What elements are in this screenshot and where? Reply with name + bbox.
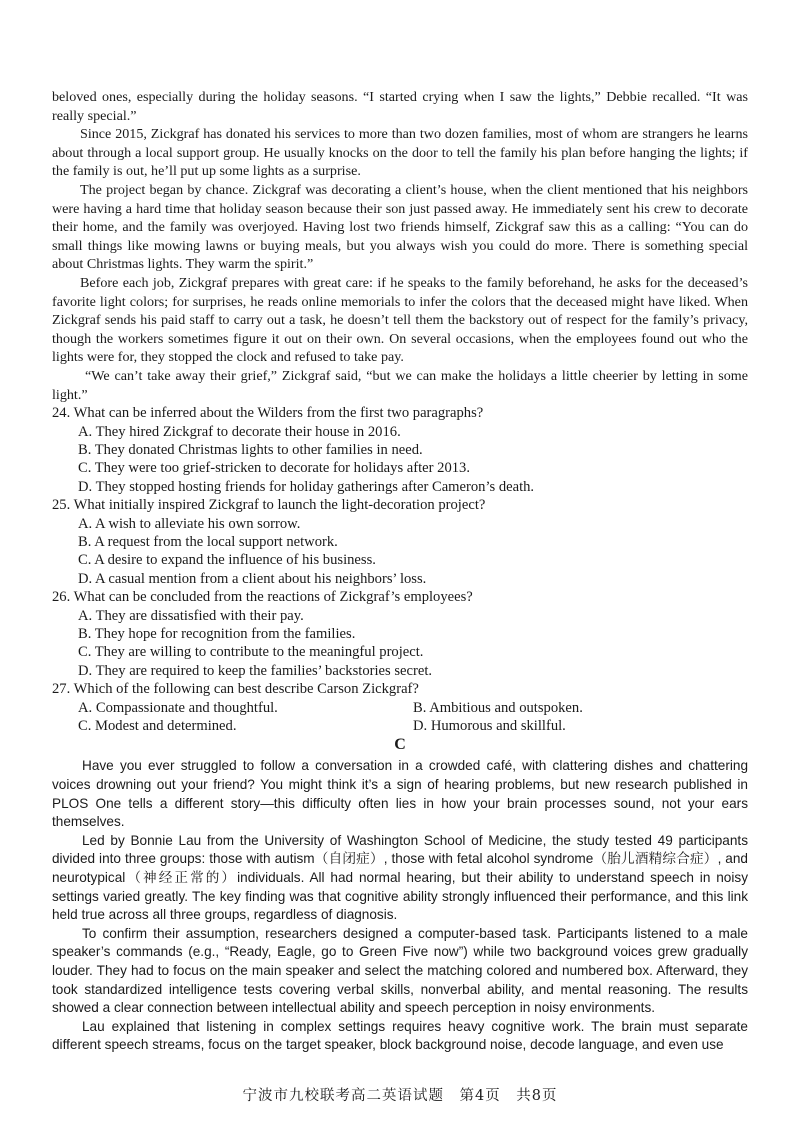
answer-option[interactable]: B. They hope for recognition from the families. (78, 625, 356, 642)
answer-option[interactable]: B. They donated Christmas lights to other families in need. (78, 441, 423, 458)
passage-paragraph: Before each job, Zickgraf prepares with great care: if he speaks to the family beforehand, he asks for the deceased’s favorite light colors; for surprises, he reads online memorials to infer the colors that the deceased might have liked. When Zickgraf sends his paid staff to carry out a task, he doesn’t tell them the backstory out of respect for the family’s privacy, though the workers sometimes figure it out on their own. On several occasions, when the employees found out who the lights were for, they stopped the clock and refused to take pay. (52, 274, 748, 366)
question-24 (52, 404, 748, 496)
answer-option[interactable]: C. Modest and determined. (78, 718, 237, 734)
answer-option[interactable]: D. They are required to keep the families’ backstories secret. (78, 662, 433, 679)
passage-paragraph: To confirm their assumption, researchers designed a computer-based task. Participants listened to a male speaker’s commands (e.g., “Ready, Eagle, go to Green Five now”) while two background voices grew gradually louder. They had to focus on the main speaker and select the matching colored and numbered box. Afterward, they took standardized intelligence tests covering verbal skills, nonverbal ability, and mental reasoning. The results showed a clear connection between intellectual ability and speech perception in noisy environments. (52, 925, 748, 1016)
answer-option[interactable]: C. A desire to expand the influence of his business. (78, 552, 376, 569)
passage-paragraph: The project began by chance. Zickgraf was decorating a client’s house, when the client mentioned that his neighbors were having a hard time that holiday season because their son just passed away. He immediately sent his crew to decorate their home, and the family was overjoyed. Having lost two friends himself, Zickgraf saw this as a calling: “You can do small things like mowing lawns or buying meals, but you always wish you could do more. There is something special about Christmas lights. They warm the spirit.” (52, 181, 748, 273)
question-stem: 27. Which of the following can best describe Carson Zickgraf? (52, 681, 419, 698)
section-heading: C (394, 736, 406, 754)
passage-paragraph: Have you ever struggled to follow a conversation in a crowded café, with clattering dishes and chattering voices drowning out your friend? You might think it’s a sign of hearing problems, but new research published in PLOS One tells a different story—this difficulty often lies in how your brain processes sound, not your ears themselves. (52, 758, 748, 830)
exam-page (52, 88, 748, 1055)
answer-option[interactable]: A. They are dissatisfied with their pay. (78, 607, 304, 624)
question-25 (52, 496, 748, 588)
answer-option[interactable]: C. They are willing to contribute to the meaningful project. (78, 644, 424, 661)
passage-paragraph: Led by Bonnie Lau from the University of Washington School of Medicine, the study tested 49 participants divided into three groups: those with autism（自闭症）, those with fetal alcohol syndrome（胎儿酒精综合症）, and neurotypical（神经正常的）individuals. All had normal hearing, but their ability to understand speech in noisy settings varied greatly. The key finding was that cognitive ability strongly influenced their performance, and this link held true across all three groups, regardless of diagnosis. (52, 832, 748, 923)
passage-paragraph: Lau explained that listening in complex settings requires heavy cognitive work. The brain must separate different speech streams, focus on the target speaker, block background noise, decode language, and even use (52, 1018, 748, 1053)
question-stem: 26. What can be concluded from the reactions of Zickgraf’s employees? (52, 589, 473, 606)
page-footer: 宁波市九校联考高二英语试题 第4页 共8页 (242, 1088, 558, 1104)
answer-option[interactable]: D. A casual mention from a client about his neighbors’ loss. (78, 570, 427, 587)
question-stem: 25. What initially inspired Zickgraf to launch the light-decoration project? (52, 497, 486, 514)
answer-option[interactable]: A. They hired Zickgraf to decorate their house in 2016. (78, 423, 401, 440)
passage-paragraph: “We can’t take away their grief,” Zickgraf said, “but we can make the holidays a little cheerier by letting in some light.” (52, 367, 748, 403)
answer-option[interactable]: A. A wish to alleviate his own sorrow. (78, 515, 301, 532)
question-stem: 24. What can be inferred about the Wilders from the first two paragraphs? (52, 405, 484, 422)
answer-option[interactable]: D. They stopped hosting friends for holiday gatherings after Cameron’s death. (78, 478, 535, 495)
answer-row (52, 699, 748, 717)
answer-option[interactable]: D. Humorous and skillful. (413, 718, 566, 734)
passage-paragraph: Since 2015, Zickgraf has donated his services to more than two dozen families, most of whom are strangers he learns about through a local support group. He usually knocks on the door to tell the family his plan before hanging the lights; if the family is out, he’ll put up some lights as a surprise. (52, 126, 748, 180)
answer-option[interactable]: A. Compassionate and thoughtful. (78, 699, 278, 716)
question-26 (52, 588, 748, 680)
answer-row (52, 717, 748, 735)
answer-option[interactable]: B. A request from the local support network. (78, 533, 338, 550)
question-27 (52, 680, 748, 698)
answer-option[interactable]: B. Ambitious and outspoken. (413, 699, 583, 716)
passage-paragraph: beloved ones, especially during the holiday seasons. “I started crying when I saw the lights,” Debbie recalled. “It was really special.” (52, 89, 748, 124)
section-c (52, 735, 748, 1055)
answer-option[interactable]: C. They were too grief-stricken to decorate for holidays after 2013. (78, 460, 471, 477)
